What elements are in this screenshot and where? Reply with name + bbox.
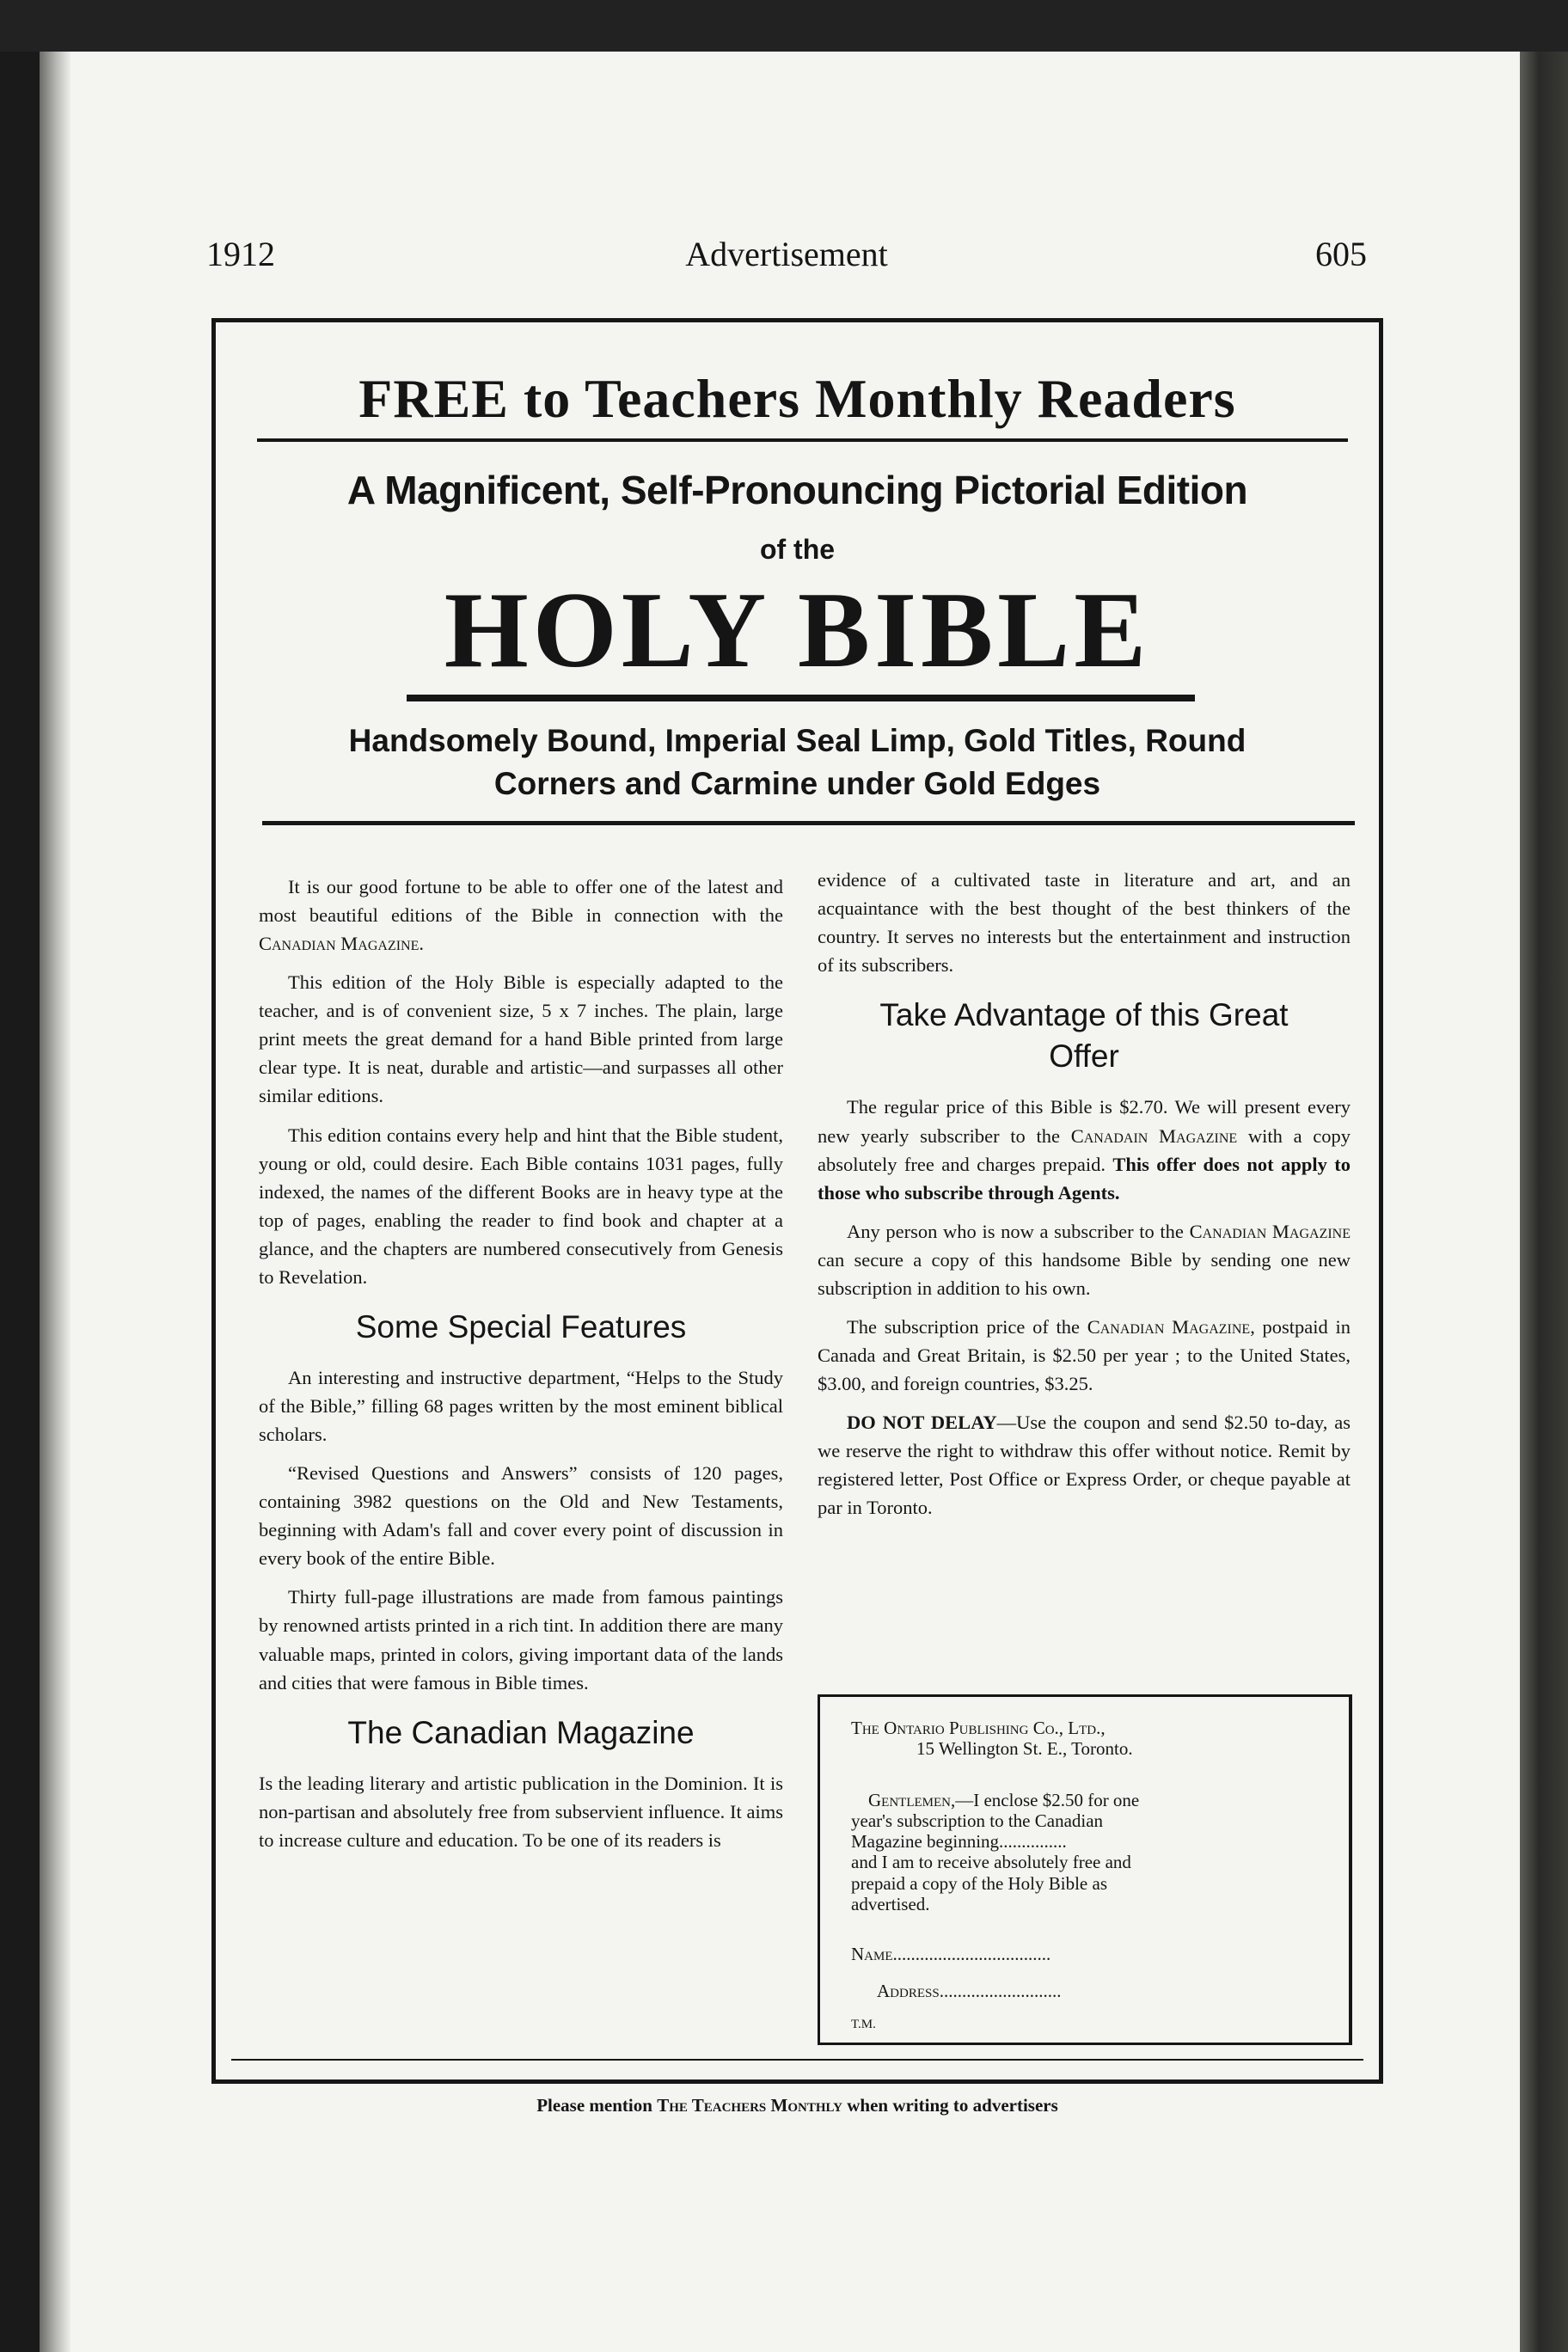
coupon-company: The Ontario Publishing Co., Ltd.,	[851, 1718, 1106, 1738]
paragraph-text: It is our good fortune to be able to offer one of the latest and most beautiful editions of the Bible in connection with the	[259, 876, 783, 927]
headline-rule	[257, 438, 1348, 442]
coupon-line-magazine: Magazine beginning...............	[851, 1831, 1067, 1853]
page-footer	[211, 2095, 1383, 2116]
footer-magazine-name: The Teachers Monthly	[657, 2095, 842, 2116]
coupon-line-prepaid: prepaid a copy of the Holy Bible as	[851, 1872, 1107, 1894]
magazine-name: Canadian Magazine	[1189, 1220, 1351, 1242]
coupon-body	[851, 1790, 1281, 1914]
paragraph-text: , postpaid in Canada and Great Britain, is $2.50 per year ; to the United States, $3.00, and foreign countries, $3.25.	[818, 1315, 1351, 1394]
footer-text: Please mention	[536, 2095, 658, 2116]
footer-text: when writing to advertisers	[842, 2095, 1058, 2116]
heading-special-features: Some Special Features	[355, 1308, 687, 1344]
coupon-line-advertised: advertised.	[851, 1893, 930, 1914]
advertisement-frame	[211, 318, 1383, 2084]
paragraph	[818, 1093, 1351, 1206]
do-not-delay-label: DO NOT DELAY	[847, 1412, 997, 1434]
paragraph-text: can secure a copy of this handsome Bible by sending one new subscription in addition to his own.	[818, 1248, 1351, 1299]
coupon-salutation: Gentlemen,	[868, 1790, 956, 1810]
page-edge-shadow	[40, 52, 70, 2352]
paragraph: This edition of the Holy Bible is especially adapted to the teacher, and is of convenient size, 5 x 7 inches. The plain, large print meets the great demand for a hand Bible printed from large clear type. It is neat, durable and artistic—and surpasses all other similar editions.	[259, 971, 783, 1107]
paragraph-text: Any person who is now a subscriber to the	[847, 1220, 1190, 1242]
address-blank: ...........................	[939, 1981, 1062, 2001]
magazine-name: Canadian Magazine	[259, 933, 420, 955]
paragraph-text: with a copy absolutely free and charges prepaid.	[818, 1124, 1351, 1175]
agents-notice: This offer does not apply to those who subscribe through Agents.	[818, 1153, 1351, 1204]
magazine-name: Canadian Magazine	[1087, 1315, 1251, 1338]
coupon-line-year: year's subscription to the Canadian	[851, 1810, 1104, 1832]
running-head-year: 1912	[206, 235, 275, 273]
ad-headline: FREE to Teachers Monthly Readers	[358, 368, 1236, 429]
ad-of-the: of the	[759, 534, 836, 565]
ad-subheadline: A Magnificent, Self-Pronouncing Pictorial Edition	[346, 468, 1248, 512]
paragraph	[818, 1313, 1351, 1398]
magazine-name: Canadain Magazine	[1070, 1124, 1238, 1147]
order-coupon	[818, 1694, 1352, 2045]
name-blank: ...................................	[892, 1944, 1051, 1964]
title-underline-rule	[407, 695, 1195, 701]
ad-title-holy-bible: HOLY BIBLE	[444, 571, 1151, 690]
frame-inner-bottom-rule	[231, 2059, 1363, 2061]
paragraph	[259, 873, 783, 958]
book-spine	[1520, 52, 1568, 2352]
paragraph: Thirty full-page illustrations are made from famous paintings by renowned artists printed in a rich tint. In addition there are many valuable maps, printed in colors, giving important data of the lands and cities that were famous in Bible times.	[259, 1586, 783, 1694]
address-label: Address	[877, 1981, 940, 2001]
coupon-name-field[interactable]	[851, 1944, 1332, 1964]
heading-canadian-magazine: The Canadian Magazine	[347, 1714, 695, 1750]
coupon-line-enclose	[851, 1790, 1281, 1810]
paragraph: An interesting and instructive department, “Helps to the Study of the Bible,” filling 68 pages written by the most eminent biblical scholars.	[259, 1366, 783, 1446]
paragraph: Is the leading literary and artistic publication in the Dominion. It is non-partisan and absolutely free from subservient influence. It aims to increase culture and education. To be one of its readers is	[259, 1772, 783, 1851]
paragraph	[818, 1408, 1351, 1522]
left-column	[259, 873, 783, 1865]
coupon-tm-label: T.M.	[851, 2018, 876, 2031]
right-column	[818, 866, 1351, 1532]
name-label: Name	[851, 1944, 893, 1964]
coupon-text: —I enclose $2.50 for one	[955, 1790, 1140, 1810]
ad-description-line-2: Corners and Carmine under Gold Edges	[493, 765, 1101, 801]
running-head	[206, 234, 1367, 285]
ad-description	[242, 720, 1353, 805]
section-rule	[262, 821, 1355, 825]
scan-background-top	[0, 0, 1568, 52]
paragraph: This edition contains every help and hint that the Bible student, young or old, could desire. Each Bible contains 1031 pages, fully indexed, the names of the different Books are in heavy type at the top of pages, enabling the reader to find book and chapter at a glance, and the chapters are numbered consecutively from Genesis to Revelation.	[259, 1124, 783, 1288]
coupon-street: 15 Wellington St. E., Toronto.	[916, 1738, 1133, 1760]
page-number: 605	[1315, 235, 1367, 273]
paragraph	[818, 1217, 1351, 1302]
paragraph-text: —Use the coupon and send $2.50 to-day, as we reserve the right to withdraw this offer without notice. Remit by registered letter, Post Office or Express Order, or cheque payable at par in Toronto.	[818, 1412, 1351, 1519]
coupon-address-block	[851, 1718, 1332, 1759]
coupon-address-field[interactable]	[877, 1981, 1332, 2001]
heading-great-offer: Take Advantage of this Great Offer	[879, 997, 1289, 1075]
paragraph: evidence of a cultivated taste in literature and art, and an acquaintance with the best thought of the best thinkers of the country. It serves no interests but the entertainment and instruction of its subscribers.	[818, 869, 1351, 977]
ad-description-line-1: Handsomely Bound, Imperial Seal Limp, Gold Titles, Round	[348, 723, 1246, 758]
running-head-section: Advertisement	[685, 235, 888, 273]
paragraph-text: The regular price of this Bible is $2.70. We will present every new yearly subscriber to the	[818, 1096, 1351, 1147]
paragraph-text: .	[419, 933, 425, 955]
paragraph-text: The subscription price of the	[847, 1315, 1087, 1338]
paragraph: “Revised Questions and Answers” consists of 120 pages, containing 3982 questions on the Old and New Testaments, beginning with Adam's fall and cover every point of discussion in every book of the entire Bible.	[259, 1462, 783, 1570]
coupon-line-receive: and I am to receive absolutely free and	[851, 1852, 1131, 1873]
